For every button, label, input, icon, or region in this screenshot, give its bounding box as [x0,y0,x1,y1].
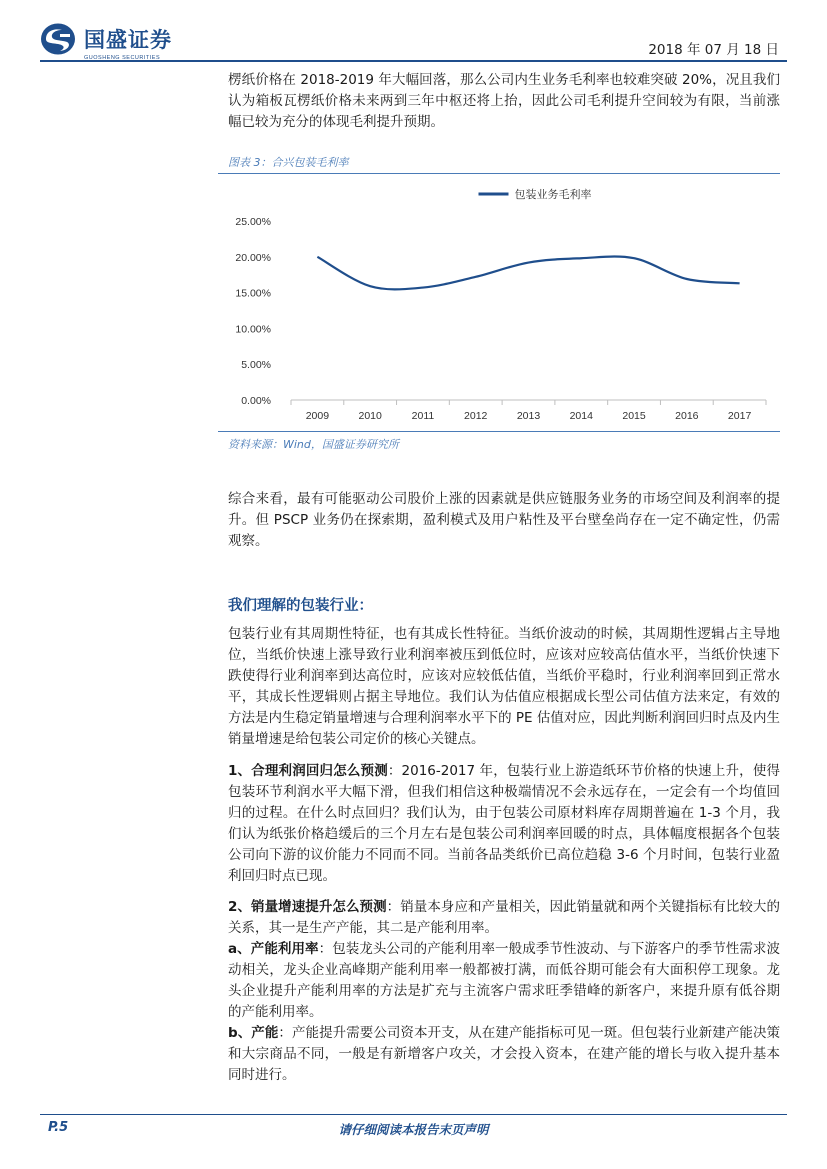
figure-top-rule [218,173,780,174]
item-capacity-utilization-body: ：包装龙头公司的产能利用率一般成季节性波动、与下游客户的季节性需求波动相关，龙头企业高峰期产能利用率一般都被打满，而低谷期可能会有大面积停工现象。龙头企业提升产能利用率的方法是扩充与主流客户需求旺季错峰的新客户，来提升原有低谷期的产能利用率。 [228,941,780,1020]
figure-title: 图表 3：合兴包装毛利率 [228,156,349,169]
x-tick-label: 2016 [675,410,699,422]
x-tick-label: 2009 [305,410,330,422]
y-tick-label: 25.00% [235,216,271,228]
header-divider [40,60,787,62]
item-sales-growth-head: 2、销量增速提升怎么预测 [228,899,387,915]
item-profit-regression-head: 1、合理利润回归怎么预测 [228,763,388,779]
x-tick-label: 2010 [358,410,382,422]
summary-paragraph: 综合来看，最有可能驱动公司股价上涨的因素就是供应链服务业务的市场空间及利润率的提升。但 PSCP 业务仍在探索期，盈利模式及用户粘性及平台壁垒尚存在一定不确定性，仍需观察。 [228,491,780,549]
y-axis [235,216,271,407]
series-line-gross-margin [317,257,739,290]
footer-disclaimer: 请仔细阅读本报告末页声明 [338,1122,489,1137]
x-tick-label: 2017 [727,410,752,422]
x-tick-label: 2015 [622,410,646,422]
y-tick-label: 0.00% [241,395,271,407]
x-tick-label: 2013 [516,410,541,422]
logo-name-en: GUOSHENG SECURITIES [84,55,161,61]
item-profit-regression [228,761,780,887]
item-capacity-utilization [228,939,780,1023]
item-capacity-head: b、产能 [228,1025,279,1041]
page-number: P.5 [48,1120,69,1135]
x-tick-label: 2014 [569,410,593,422]
y-tick-label: 15.00% [235,287,271,300]
item-sales-growth [228,897,780,939]
section-title: 我们理解的包装行业： [228,598,373,614]
x-tick-label: 2011 [411,410,435,422]
y-tick-label: 10.00% [235,323,271,336]
legend-label: 包装业务毛利率 [514,188,592,201]
y-tick-label: 5.00% [241,359,271,372]
chart-series [317,257,739,290]
guosheng-logo-icon [40,22,78,56]
report-date: 2018 年 07 月 18 日 [648,42,779,58]
figure-source: 资料来源：Wind，国盛证券研究所 [228,438,399,451]
footer-divider [40,1114,787,1115]
company-logo [40,22,172,61]
item-capacity [228,1023,780,1086]
logo-name-cn: 国盛证券 [84,28,172,52]
figure-bottom-rule [218,431,780,432]
item-capacity-utilization-head: a、产能利用率 [228,941,319,957]
x-tick-label: 2012 [464,410,488,422]
y-tick-label: 20.00% [235,251,271,264]
item-sales-growth-body: ：销量本身应和产量相关，因此销量就和两个关键指标有比较大的关系，其一是生产产能，其二是产能利用率。 [228,899,780,936]
item-capacity-body: ：产能提升需要公司资本开支，从在建产能指标可见一斑。但包装行业新建产能决策和大宗商品不同，一般是有新增客户攻关，才会投入资本，在建产能的增长与收入提升基本同时进行。 [228,1025,781,1083]
item-profit-regression-body: ：2016-2017 年，包装行业上游造纸环节价格的快速上升，使得包装环节利润水平大幅下滑，但我们相信这种极端情况不会永远存在，一定会有一个均值回归的过程。在什么时点回归？我们认为，由于包装公司原材料库存周期普遍在 1-3 个月，我们认为纸张价格趋缓后的三个月左右是包装公司利润率回暖的时点，具体幅度根据各个包装公司向下游的议价能力不同而不同。当前各品类纸价已高位趋稳 3-6 个月时间，包装行业盈利回归时点已现。 [228,763,780,884]
gross-margin-line-chart [218,178,780,430]
chart-legend [479,187,592,201]
section-paragraph-1: 包装行业有其周期性特征，也有其成长性特征。当纸价波动的时候，其周期性逻辑占主导地位，当纸价快速上涨导致行业利润率被压到低位时，应该对应较高估值水平，当纸价快速下跌使得行业利润率到达高位时，应该对应较低估值，当纸价平稳时，行业利润率回到正常水平，其成长性逻辑则占据主导地位。我们认为估值应根据成长型公司估值方法来定，有效的方法是内生稳定销量增速与合理利润率水平下的 PE 估值对应，因此判断利润回归时点及内生销量增速是给包装公司定价的核心关键点。 [228,626,780,747]
x-axis [291,400,766,422]
intro-paragraph: 楞纸价格在 2018-2019 年大幅回落，那么公司内生业务毛利率也较难突破 20%，况且我们认为箱板瓦楞纸价格未来两到三年中枢还将上抬，因此公司毛利提升空间较为有限，当前涨幅已较为充分的体现毛利提升预期。 [228,72,780,130]
